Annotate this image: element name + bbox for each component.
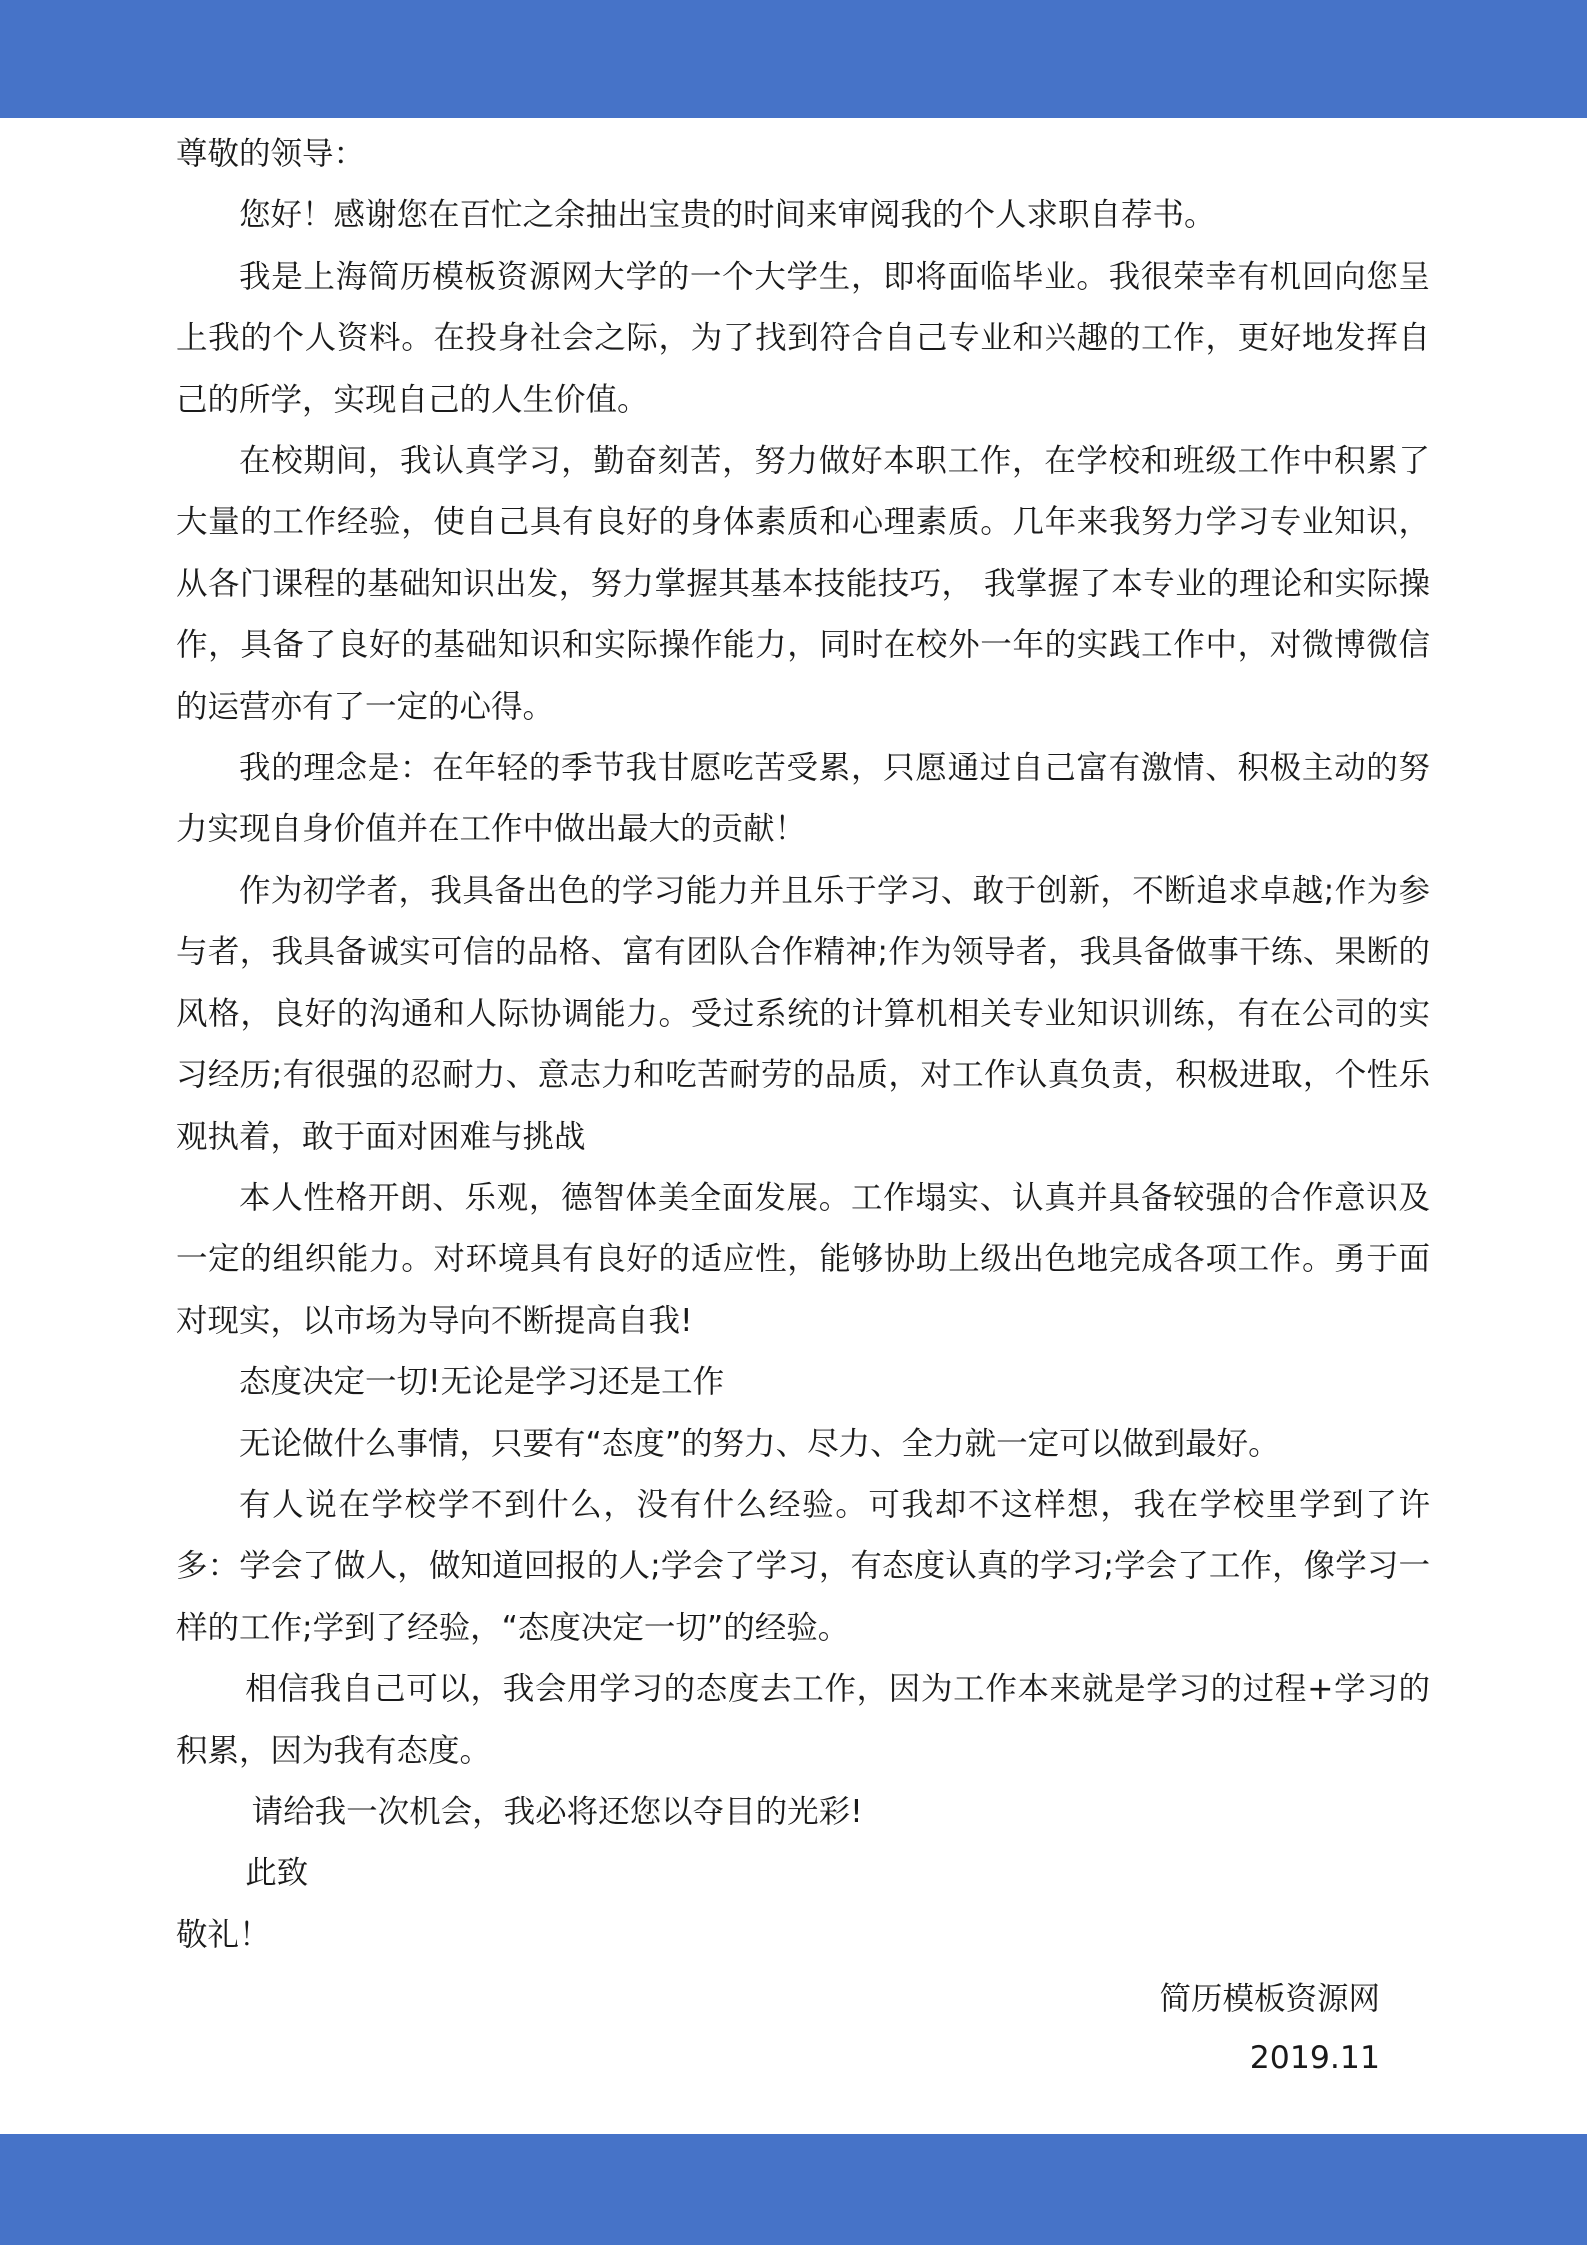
footer-band	[0, 2134, 1587, 2245]
paragraph-personality: 本人性格开朗、乐观，德智体美全面发展。工作塌实、认真并具备较强的合作意识及一定的组织能力。对环境具有良好的适应性，能够协助上级出色地完成各项工作。勇于面对现实，以市场为导向不断提高自我!	[176, 1179, 1430, 1339]
paragraph-school-experience: 在校期间，我认真学习，勤奋刻苦，努力做好本职工作，在学校和班级工作中积累了大量的工作经验，使自己具有良好的身体素质和心理素质。几年来我努力学习专业知识，从各门课程的基础知识出发，努力掌握其基本技能技巧， 我掌握了本专业的理论和实际操作，具备了良好的基础知识和实际操作能力，同时在校外一年的实践工作中，对微博微信的运营亦有了一定的心得。	[176, 443, 1430, 725]
salutation: 尊敬的领导：	[176, 136, 366, 172]
paragraph-confidence: 相信我自己可以，我会用学习的态度去工作，因为工作本来就是学习的过程+学习的积累，因为我有态度。	[176, 1671, 1430, 1769]
paragraph-attitude-effort: 无论做什么事情，只要有“态度”的努力、尽力、全力就一定可以做到最好。	[239, 1425, 1280, 1462]
paragraph-learning: 有人说在学校学不到什么，没有什么经验。可我却不这样想，我在学校里学到了许多：学会了做人，做知道回报的人;学会了学习，有态度认真的学习;学会了工作，像学习一样的工作;学到了经验，“态度决定一切”的经验。	[176, 1486, 1430, 1646]
paragraph-abilities: 作为初学者，我具备出色的学习能力并且乐于学习、敢于创新，不断追求卓越;作为参与者，我具备诚实可信的品格、富有团队合作精神;作为领导者，我具备做事干练、果断的风格，良好的沟通和人际协调能力。受过系统的计算机相关专业知识训练，有在公司的实习经历;有很强的忍耐力、意志力和吃苦耐劳的品质，对工作认真负责，积极进取，个性乐观执着，敢于面对困难与挑战	[176, 872, 1430, 1155]
paragraph-philosophy: 我的理念是：在年轻的季节我甘愿吃苦受累，只愿通过自己富有激情、积极主动的努力实现自身价值并在工作中做出最大的贡献！	[176, 750, 1430, 848]
header-band	[0, 0, 1587, 118]
closing: 此致	[245, 1855, 309, 1892]
paragraph-request: 请给我一次机会，我必将还您以夺目的光彩!	[251, 1793, 863, 1830]
regards: 敬礼！	[176, 1916, 271, 1953]
letter-date: 2019.11	[1249, 2040, 1380, 2076]
letter-body	[176, 124, 1430, 1966]
paragraph-introduction: 我是上海简历模板资源网大学的一个大学生，即将面临毕业。我很荣幸有机回向您呈上我的个人资料。在投身社会之际，为了找到符合自己专业和兴趣的工作，更好地发挥自己的所学，实现自己的人生价值。	[176, 258, 1430, 418]
signature: 简历模板资源网	[1159, 1981, 1380, 2017]
paragraph-attitude-motto: 态度决定一切!无论是学习还是工作	[239, 1364, 725, 1401]
paragraph-greeting: 您好！感谢您在百忙之余抽出宝贵的时间来审阅我的个人求职自荐书。	[239, 197, 1216, 234]
